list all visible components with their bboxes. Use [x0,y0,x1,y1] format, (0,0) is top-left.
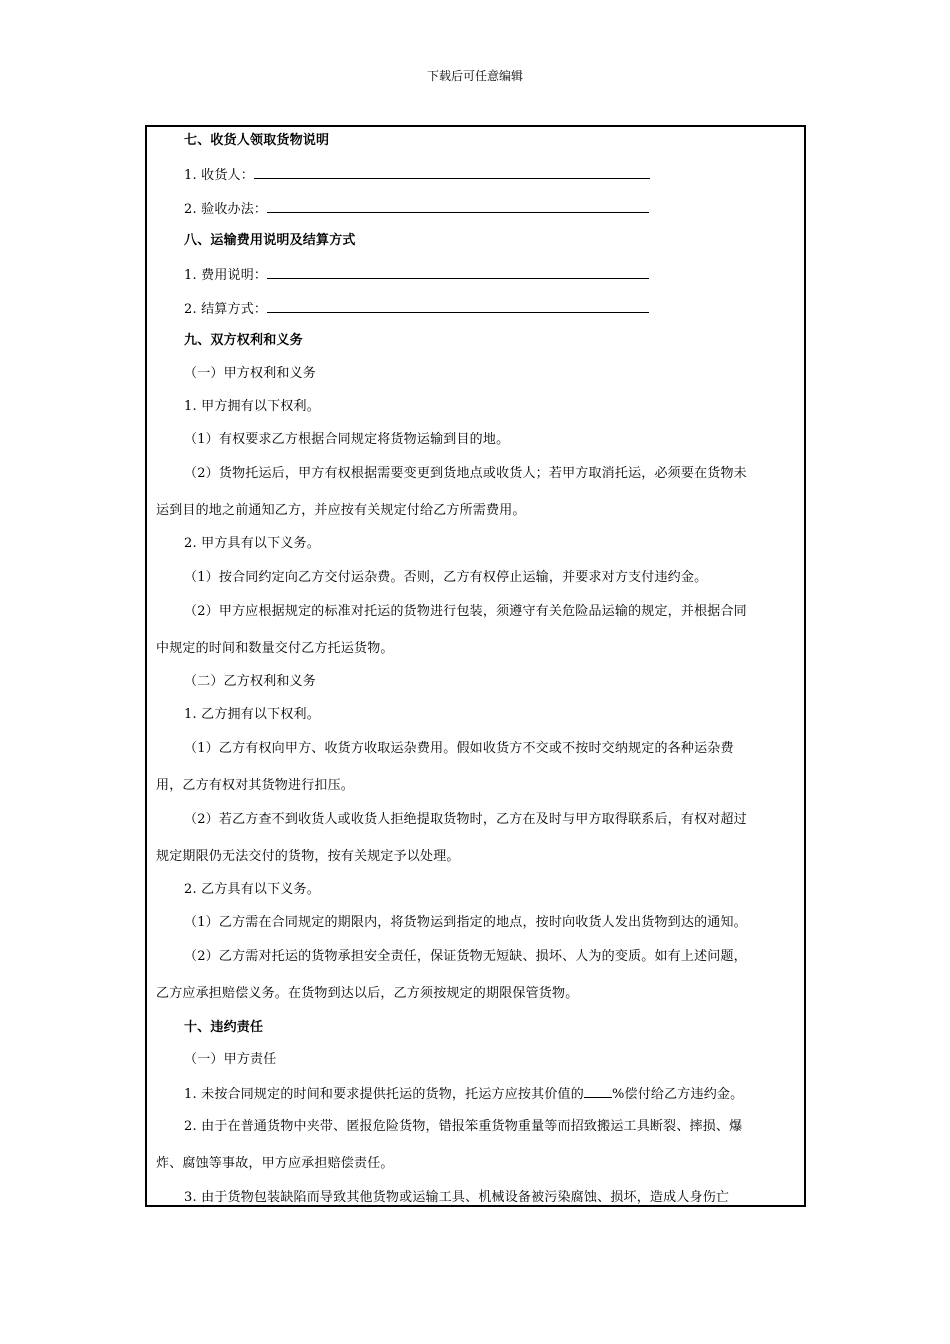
consignee-row [184,164,650,185]
percentage-blank[interactable] [584,1084,612,1098]
party-b-duties: 2. 乙方具有以下义务。 [184,882,320,897]
settlement-row [184,298,649,319]
inspection-label: 2. 验收办法： [184,202,268,217]
fee-blank[interactable] [267,264,649,279]
party-a-duty-1: （1）按合同约定向乙方交付运杂费。否则，乙方有权停止运输，并要求对方支付违约金。 [184,570,708,585]
party-a-right-2-cont: 运到目的地之前通知乙方，并应按有关规定付给乙方所需费用。 [156,503,526,518]
party-a-rights-title: （一）甲方权利和义务 [184,366,317,381]
party-a-rights: 1. 甲方拥有以下权利。 [184,399,320,414]
liability-item-2: 2. 由于在普通货物中夹带、匿报危险货物，错报笨重货物重量等而招致搬运工具断裂、摔损、爆 [184,1119,743,1134]
section-7-title: 七、收货人领取货物说明 [184,133,330,148]
liability-item-2-cont: 炸、腐蚀等事故，甲方应承担赔偿责任。 [156,1156,394,1171]
party-a-right-2: （2）货物托运后，甲方有权根据需要变更到货地点或收货人；若甲方取消托运，必须要在货物未 [184,466,747,481]
party-b-duty-2: （2）乙方需对托运的货物承担安全责任，保证货物无短缺、损坏、人为的变质。如有上述问题， [184,949,747,964]
liability-item-1 [184,1084,743,1104]
party-b-right-1-cont: 用，乙方有权对其货物进行扣压。 [156,778,355,793]
party-a-liability-title: （一）甲方责任 [184,1052,277,1067]
fee-row [184,264,649,285]
party-b-right-2: （2）若乙方查不到收货人或收货人拒绝提取货物时，乙方在及时与甲方取得联系后，有权对超过 [184,812,747,827]
party-b-duty-2-cont: 乙方应承担赔偿义务。在货物到达以后，乙方须按规定的期限保管货物。 [156,986,579,1001]
liability-item-1-post: %偿付给乙方违约金。 [611,1087,744,1102]
party-b-rights-title: （二）乙方权利和义务 [184,674,317,689]
section-9-title: 九、双方权利和义务 [184,333,303,348]
party-b-right-1: （1）乙方有权向甲方、收货方收取运杂费用。假如收货方不交或不按时交纳规定的各种运杂费 [184,741,734,756]
consignee-label: 1. 收货人： [184,168,254,183]
page-header: 下载后可任意编辑 [426,69,523,83]
settlement-label: 2. 结算方式： [184,302,268,317]
party-a-duty-2: （2）甲方应根据规定的标准对托运的货物进行包装，须遵守有关危险品运输的规定，并根据合同 [184,604,747,619]
party-b-right-2-cont: 规定期限仍无法交付的货物，按有关规定予以处理。 [156,849,460,864]
liability-item-3: 3. 由于货物包装缺陷而导致其他货物或运输工具、机械设备被污染腐蚀、损坏，造成人身伤亡 [184,1190,730,1205]
settlement-blank[interactable] [267,298,649,313]
party-b-duty-1: （1）乙方需在合同规定的期限内，将货物运到指定的地点，按时向收货人发出货物到达的通知。 [184,915,747,930]
section-10-title: 十、违约责任 [184,1020,264,1035]
section-8-title: 八、运输费用说明及结算方式 [184,233,356,248]
party-a-duties: 2. 甲方具有以下义务。 [184,536,320,551]
party-a-right-1: （1）有权要求乙方根据合同规定将货物运输到目的地。 [184,432,510,447]
inspection-row [184,198,649,219]
consignee-blank[interactable] [254,164,650,179]
liability-item-1-pre: 1. 未按合同规定的时间和要求提供托运的货物，托运方应按其价值的 [184,1087,584,1102]
party-b-rights: 1. 乙方拥有以下权利。 [184,707,320,722]
fee-label: 1. 费用说明： [184,268,268,283]
party-a-duty-2-cont: 中规定的时间和数量交付乙方托运货物。 [156,641,394,656]
inspection-blank[interactable] [267,198,649,213]
contract-frame [145,125,806,1207]
